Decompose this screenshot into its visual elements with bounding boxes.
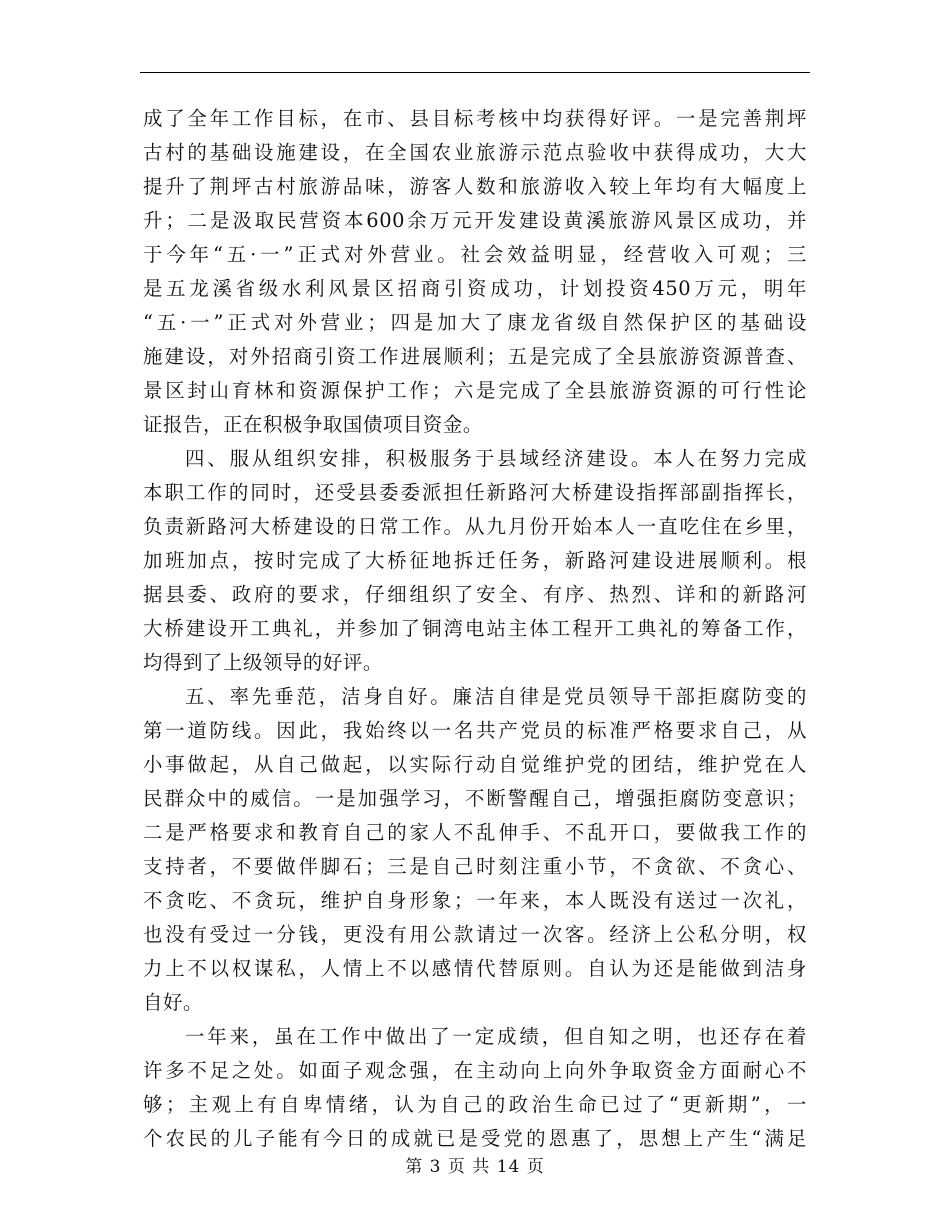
paragraph — [143, 442, 807, 680]
text-line: 是五龙溪省级水利风景区招商引资成功，计划投资450万元，明年 — [143, 277, 807, 300]
text-line: 提升了荆坪古村旅游品味，游客人数和旅游收入较上年均有大幅度上 — [143, 175, 807, 198]
text-line: 够；主观上有自卑情绪，认为自己的政治生命已过了“更新期”，一 — [143, 1093, 807, 1116]
text-line: 许多不足之处。如面子观念强，在主动向上向外争取资金方面耐心不 — [143, 1059, 807, 1082]
text-line: “五·一”正式对外营业；四是加大了康龙省级自然保护区的基础设 — [143, 311, 807, 334]
text-line: 升；二是汲取民营资本600余万元开发建设黄溪旅游风景区成功，并 — [143, 209, 807, 232]
text-line: 五、率先垂范，洁身自好。廉洁自律是党员领导干部拒腐防变的 — [185, 685, 807, 708]
text-line: 小事做起，从自己做起，以实际行动自觉维护党的团结，维护党在人 — [143, 753, 807, 776]
text-line: 民群众中的威信。一是加强学习，不断警醒自己，增强拒腐防变意识； — [143, 787, 807, 810]
text-line: 负责新路河大桥建设的日常工作。从九月份开始本人一直吃住在乡里， — [143, 515, 807, 538]
text-line: 加班加点，按时完成了大桥征地拆迁任务，新路河建设进展顺利。根 — [143, 549, 807, 572]
text-line: 不贪吃、不贪玩，维护自身形象；一年来，本人既没有送过一次礼， — [143, 889, 807, 912]
document-body — [143, 102, 807, 1156]
text-line: 大桥建设开工典礼，并参加了铜湾电站主体工程开工典礼的筹备工作， — [143, 617, 807, 640]
text-line: 均得到了上级领导的好评。 — [143, 651, 383, 674]
header-rule — [140, 72, 810, 73]
text-line: 成了全年工作目标，在市、县目标考核中均获得好评。一是完善荆坪 — [143, 107, 807, 130]
paragraph — [143, 102, 807, 442]
text-line: 证报告，正在积极争取国债项目资金。 — [143, 413, 483, 436]
text-line: 支持者，不要做伴脚石；三是自己时刻注重小节，不贪欲、不贪心、 — [143, 855, 807, 878]
paragraph — [143, 680, 807, 1020]
text-line: 一年来，虽在工作中做出了一定成绩，但自知之明，也还存在着 — [185, 1025, 807, 1048]
text-line: 第一道防线。因此，我始终以一名共产党员的标准严格要求自己，从 — [143, 719, 807, 742]
text-line: 力上不以权谋私，人情上不以感情代替原则。自认为还是能做到洁身 — [143, 957, 807, 980]
text-line: 四、服从组织安排，积极服务于县域经济建设。本人在努力完成 — [185, 447, 807, 470]
page-number-footer: 第 3 页 共 14 页 — [405, 1157, 545, 1177]
text-line: 据县委、政府的要求，仔细组织了安全、有序、热烈、详和的新路河 — [143, 583, 807, 606]
text-line: 自好。 — [143, 991, 203, 1014]
text-line: 本职工作的同时，还受县委委派担任新路河大桥建设指挥部副指挥长， — [143, 481, 807, 504]
text-line: 古村的基础设施建设，在全国农业旅游示范点验收中获得成功，大大 — [143, 141, 807, 164]
text-line: 施建设，对外招商引资工作进展顺利；五是完成了全县旅游资源普查、 — [143, 345, 807, 368]
text-line: 景区封山育林和资源保护工作；六是完成了全县旅游资源的可行性论 — [143, 379, 807, 402]
text-line: 个农民的儿子能有今日的成就已是受党的恩惠了，思想上产生“满足 — [143, 1127, 807, 1150]
text-line: 二是严格要求和教育自己的家人不乱伸手、不乱开口，要做我工作的 — [143, 821, 807, 844]
text-line: 也没有受过一分钱，更没有用公款请过一次客。经济上公私分明，权 — [143, 923, 807, 946]
text-line: 于今年“五·一”正式对外营业。社会效益明显，经营收入可观；三 — [143, 243, 807, 266]
paragraph — [143, 1020, 807, 1156]
